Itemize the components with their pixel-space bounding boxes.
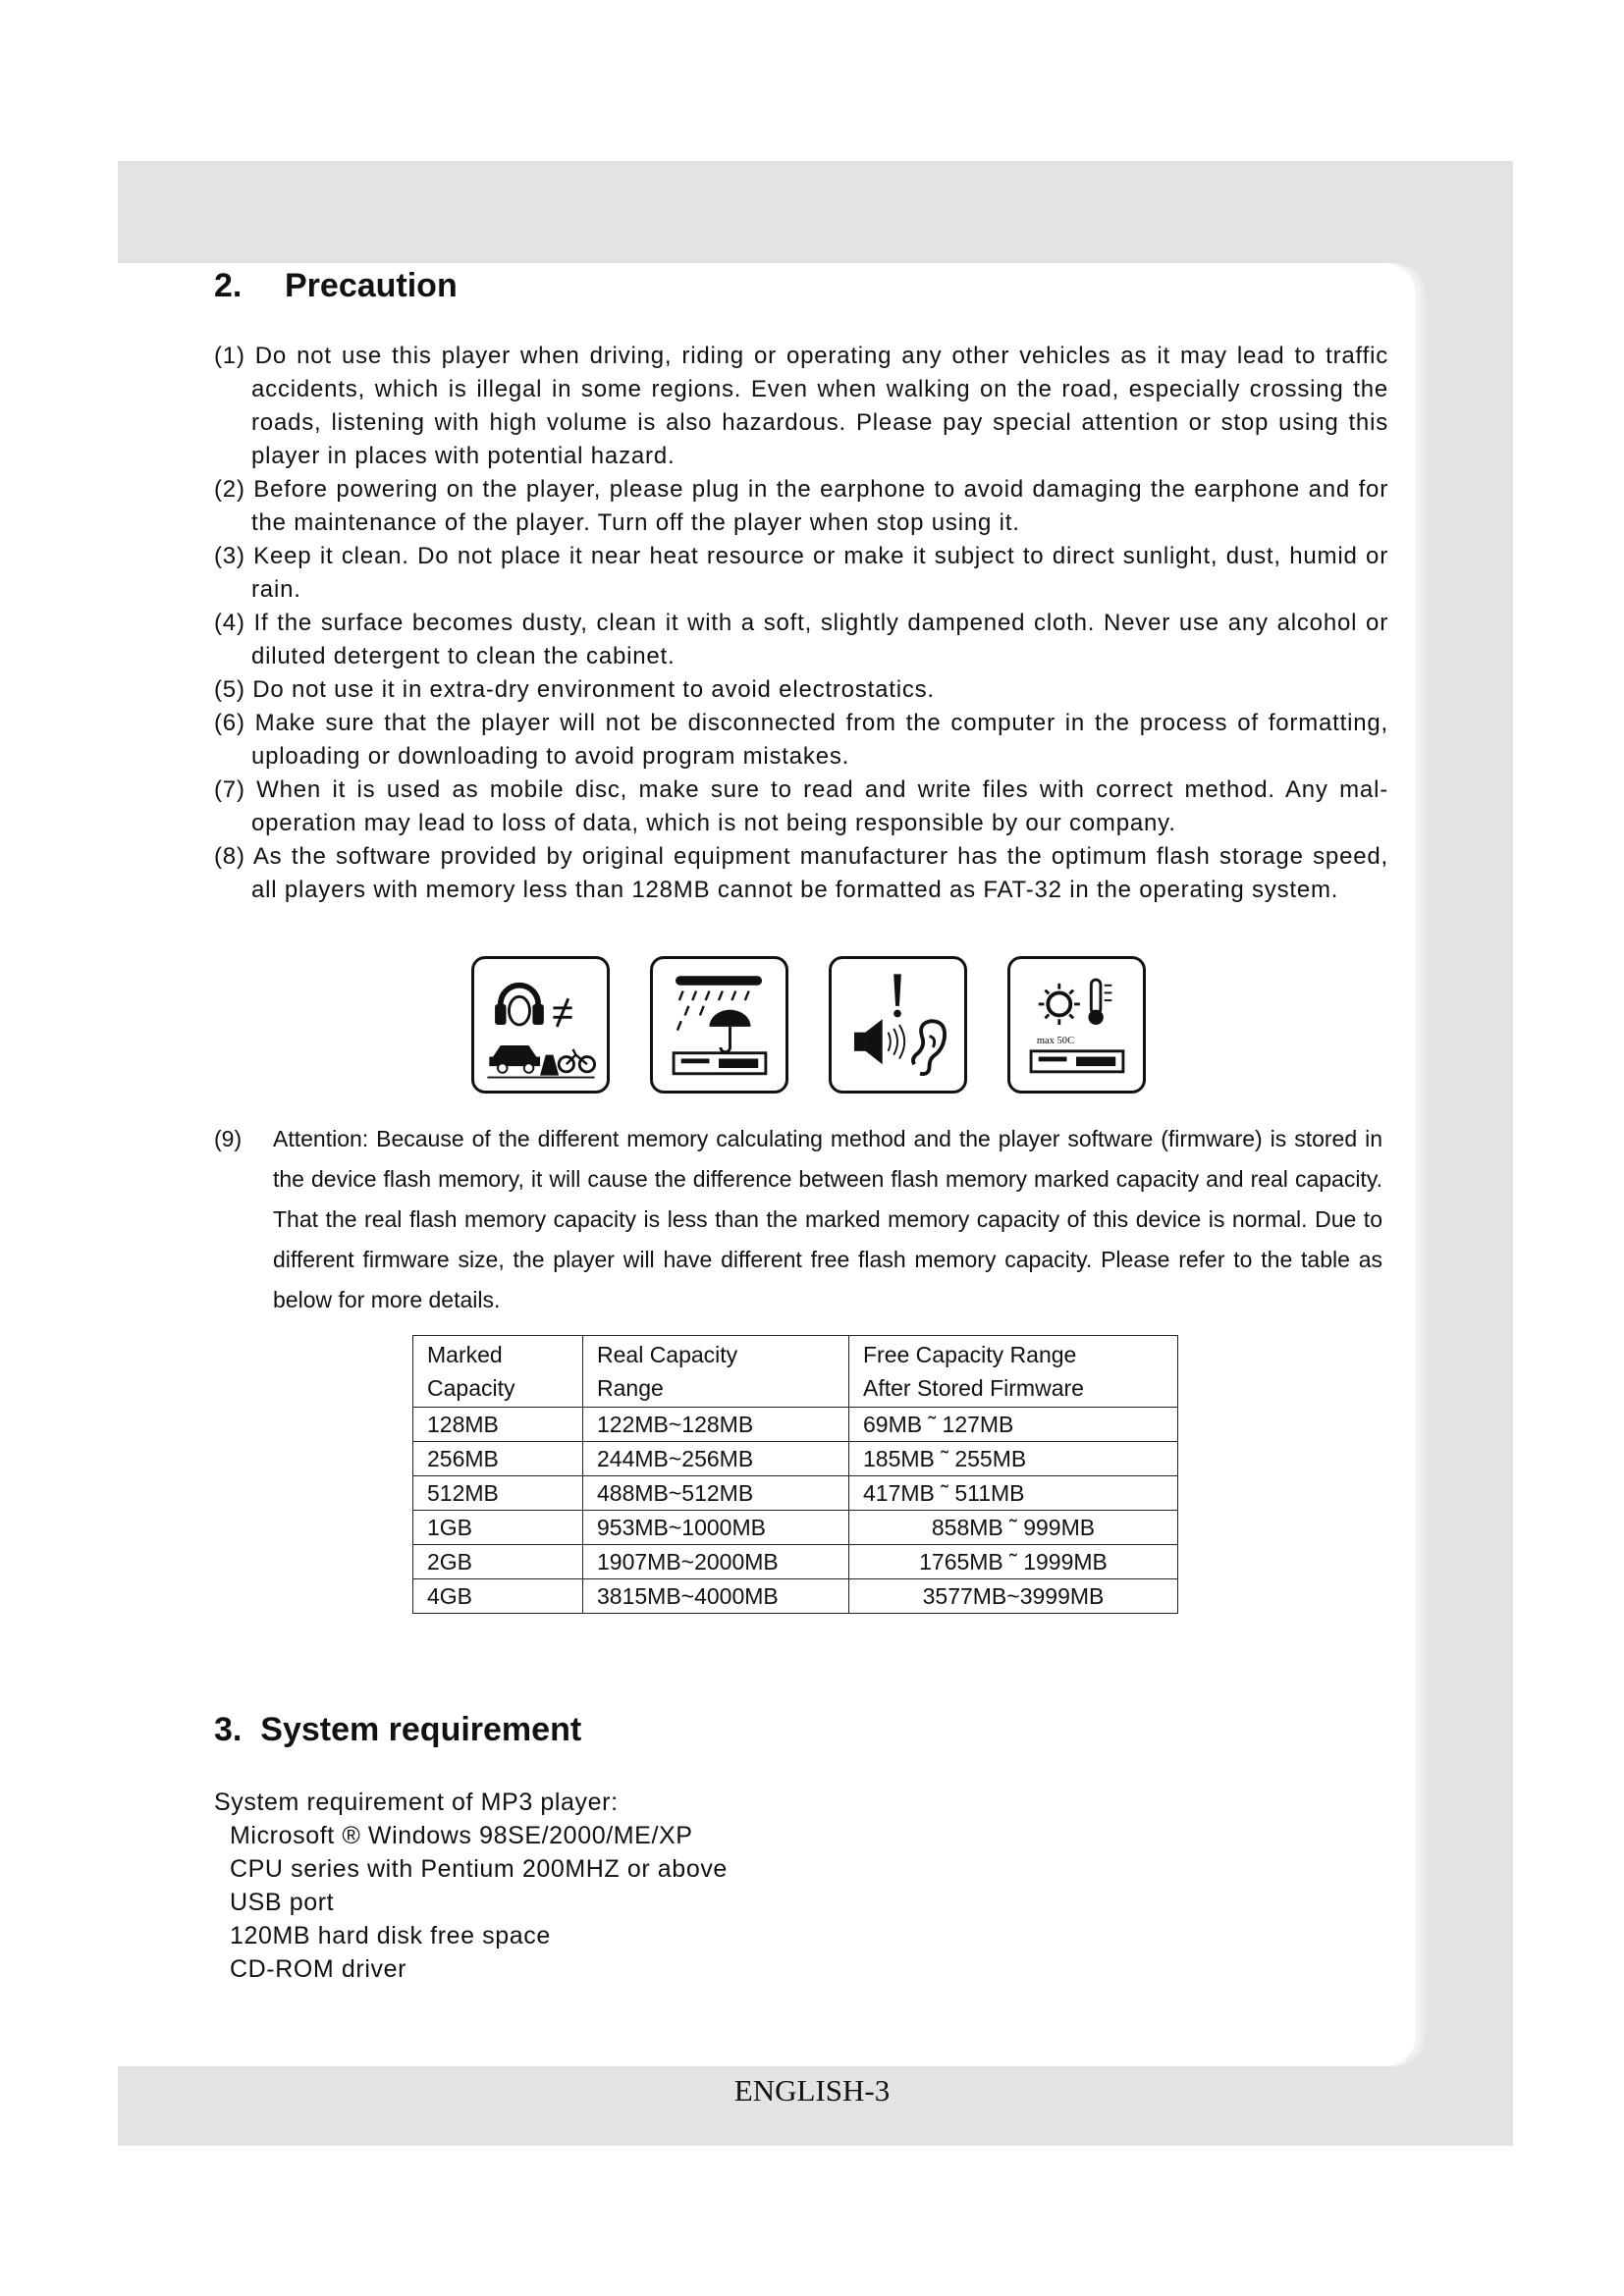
precaution-item-4: (4) If the surface becomes dusty, clean it with a soft, slightly dampened cloth. Never use any alcohol or diluted detergent to clean the cabinet. xyxy=(214,610,1388,669)
free-cell: 858MB ˜ 999MB xyxy=(849,1511,1178,1545)
marked-cell: 512MB xyxy=(413,1476,583,1511)
table-row xyxy=(413,1545,1178,1579)
precaution-item-6: (6) Make sure that the player will not be disconnected from the computer in the process of formatting, uploading or downloading to avoid program mistakes. xyxy=(214,710,1388,770)
real-cell: 488MB~512MB xyxy=(583,1476,849,1511)
precaution-list xyxy=(214,340,1388,907)
precaution-item-5: (5) Do not use it in extra-dry environment to avoid electrostatics. xyxy=(214,676,935,703)
high-volume-warning-icon xyxy=(829,956,967,1094)
precaution-item-7: (7) When it is used as mobile disc, make sure to read and write files with correct method. Any mal-operation may lead to loss of data, which is not being responsible by our company. xyxy=(214,776,1388,836)
table-row xyxy=(413,1476,1178,1511)
marked-cell: 4GB xyxy=(413,1579,583,1614)
attention-index: (9) xyxy=(214,1126,243,1151)
warning-icons-row xyxy=(471,956,1164,1099)
precaution-item-3: (3) Keep it clean. Do not place it near heat resource or make it subject to direct sunlight, dust, humid or rain. xyxy=(214,543,1388,603)
precaution-heading xyxy=(214,267,458,305)
no-headphones-while-driving-icon xyxy=(471,956,610,1094)
precaution-item-8: (8) As the software provided by original equipment manufacturer has the optimum flash storage speed, all players with memory less than 128MB cannot be formatted as FAT-32 in the operating system. xyxy=(214,843,1388,903)
header-free-capacity: Free Capacity Range After Stored Firmware xyxy=(849,1336,1178,1408)
free-cell: 1765MB ˜ 1999MB xyxy=(849,1545,1178,1579)
max-temperature-icon xyxy=(1007,956,1146,1094)
list-item: USB port xyxy=(230,1889,335,1916)
list-item: Microsoft ® Windows 98SE/2000/ME/XP xyxy=(230,1822,693,1849)
free-cell: 3577MB~3999MB xyxy=(849,1579,1178,1614)
capacity-table xyxy=(412,1335,1178,1614)
temp-label: max 50C xyxy=(1036,1036,1075,1047)
capacity-table-header xyxy=(413,1336,1178,1408)
system-heading xyxy=(214,1711,581,1749)
system-number: 3. xyxy=(214,1711,243,1748)
precaution-number: 2. xyxy=(214,267,243,304)
real-cell: 953MB~1000MB xyxy=(583,1511,849,1545)
system-requirements xyxy=(214,1786,728,1986)
precaution-title: Precaution xyxy=(285,267,458,304)
table-row xyxy=(413,1511,1178,1545)
free-cell: 69MB ˜ 127MB xyxy=(849,1408,1178,1442)
header-real-capacity: Real Capacity Range xyxy=(583,1336,849,1408)
attention-note xyxy=(214,1119,1382,1320)
marked-cell: 1GB xyxy=(413,1511,583,1545)
marked-cell: 128MB xyxy=(413,1408,583,1442)
list-item: CD-ROM driver xyxy=(230,1955,407,1983)
precaution-item-1: (1) Do not use this player when driving, riding or operating any other vehicles as it may lead to traffic accidents, which is illegal in some regions. Even when walking on the road, especially crossing the roads, listening with high volume is also hazardous. Please pay special attention or stop using this player in places with potential hazard. xyxy=(214,343,1388,469)
real-cell: 244MB~256MB xyxy=(583,1442,849,1476)
system-title: System requirement xyxy=(260,1711,582,1748)
marked-cell: 256MB xyxy=(413,1442,583,1476)
free-cell: 185MB ˜ 255MB xyxy=(849,1442,1178,1476)
table-row xyxy=(413,1442,1178,1476)
page-footer: ENGLISH-3 xyxy=(733,2073,891,2108)
marked-cell: 2GB xyxy=(413,1545,583,1579)
rain-moisture-icon xyxy=(650,956,788,1094)
table-row xyxy=(413,1408,1178,1442)
table-row xyxy=(413,1579,1178,1614)
real-cell: 1907MB~2000MB xyxy=(583,1545,849,1579)
attention-text: Attention: Because of the different memory calculating method and the player software (firmware) is stored in the device flash memory, it will cause the difference between flash memory marked capacity and real capacity. That the real flash memory capacity is less than the marked memory capacity of this device is normal. Due to different firmware size, the player will have different free flash memory capacity. Please refer to the table as below for more details. xyxy=(273,1126,1382,1312)
list-item: CPU series with Pentium 200MHZ or above xyxy=(230,1855,728,1883)
list-item: 120MB hard disk free space xyxy=(230,1922,551,1949)
header-marked-capacity: Marked Capacity xyxy=(413,1336,583,1408)
system-intro: System requirement of MP3 player: xyxy=(214,1789,619,1816)
free-cell: 417MB ˜ 511MB xyxy=(849,1476,1178,1511)
real-cell: 3815MB~4000MB xyxy=(583,1579,849,1614)
precaution-item-2: (2) Before powering on the player, please plug in the earphone to avoid damaging the earphone and for the maintenance of the player. Turn off the player when stop using it. xyxy=(214,476,1388,536)
real-cell: 122MB~128MB xyxy=(583,1408,849,1442)
